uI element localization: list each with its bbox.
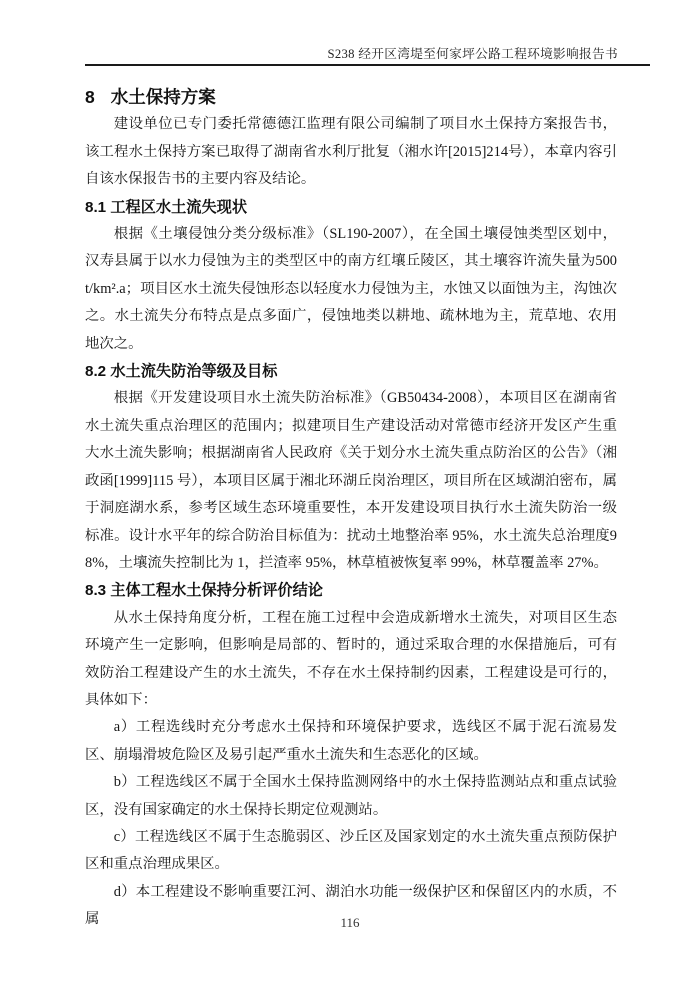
page-number: 116	[340, 915, 360, 930]
section-heading-8-3: 8.3 主体工程水土保持分析评价结论	[85, 582, 323, 600]
section-8-3-item-d: d）本工程建设不影响重要江河、湖泊水功能一级保护区和保留区内的水质，不属	[85, 883, 617, 928]
chapter-title: 水土保持方案	[110, 87, 216, 107]
section-8-2-paragraph: 根据《开发建设项目水土流失防治标准》（GB50434-2008），本项目区在湖南省水土流失重点治理区的范围内；拟建项目生产建设活动对常德市经济开发区产生重大水土流失影响；根据湖南省人民政府《关于划分水土流失重点防治区的公告》（湘政函[1999]115 号），本项目区属于湘北环湖丘岗治理区，项目所在区域湖泊密布，属于洞庭湖水系，参考区域生态环境重要性，本开发建设项目执行水土流失防治一级标准。设计水平年的综合防治目标值为：扰动土地整治率 95%，水土流失总治理度98%，土壤流失控制比为 1，拦渣率 95%，林草植被恢复率 99%，林草覆盖率 27%。	[85, 390, 617, 571]
header-rule-divider	[85, 64, 650, 66]
section-8-3-paragraph-intro: 从水土保持角度分析，工程在施工过程中会造成新增水土流失，对项目区生态环境产生一定影响，但影响是局部的、暂时的，通过采取合理的水保措施后，可有效防治工程建设产生的水土流失，不存在水土保持制约因素，工程建设是可行的，具体如下：	[85, 609, 617, 708]
section-heading-8-2: 8.2 水土流失防治等级及目标	[85, 363, 278, 381]
chapter-heading	[85, 84, 617, 111]
section-8-3-item-a: a）工程选线时充分考虑水土保持和环境保护要求，选线区不属于泥石流易发区、崩塌滑坡危险区及易引起严重水土流失和生态恶化的区域。	[85, 719, 617, 763]
chapter-number: 8	[85, 87, 95, 107]
section-8-1-paragraph: 根据《土壤侵蚀分类分级标准》（SL190-2007），在全国土壤侵蚀类型区划中，汉寿县属于以水力侵蚀为主的类型区中的南方红壤丘陵区，其土壤容许流失量为500t/km².a；项目区水土流失侵蚀形态以轻度水力侵蚀为主，水蚀又以面蚀为主，沟蚀次之。水土流失分布特点是点多面广，侵蚀地类以耕地、疏林地为主，荒草地、农用地次之。	[85, 226, 617, 352]
running-header-title: S238 经开区湾堤至何家坪公路工程环境影响报告书	[327, 47, 618, 61]
page-footer	[0, 915, 700, 931]
running-header	[85, 43, 618, 62]
document-body	[85, 84, 617, 934]
section-heading-8-1: 8.1 工程区水土流失现状	[85, 198, 248, 216]
section-8-3-item-b: b）工程选线区不属于全国水土保持监测网络中的水土保持监测站点和重点试验区，没有国家确定的水土保持长期定位观测站。	[85, 774, 617, 818]
intro-paragraph: 建设单位已专门委托常德德江监理有限公司编制了项目水土保持方案报告书，该工程水土保持方案已取得了湖南省水利厅批复（湘水许[2015]214号），本章内容引自该水保报告书的主要内容及结论。	[85, 116, 617, 188]
section-8-3-item-c: c）工程选线区不属于生态脆弱区、沙丘区及国家划定的水土流失重点预防保护区和重点治理成果区。	[85, 828, 617, 873]
